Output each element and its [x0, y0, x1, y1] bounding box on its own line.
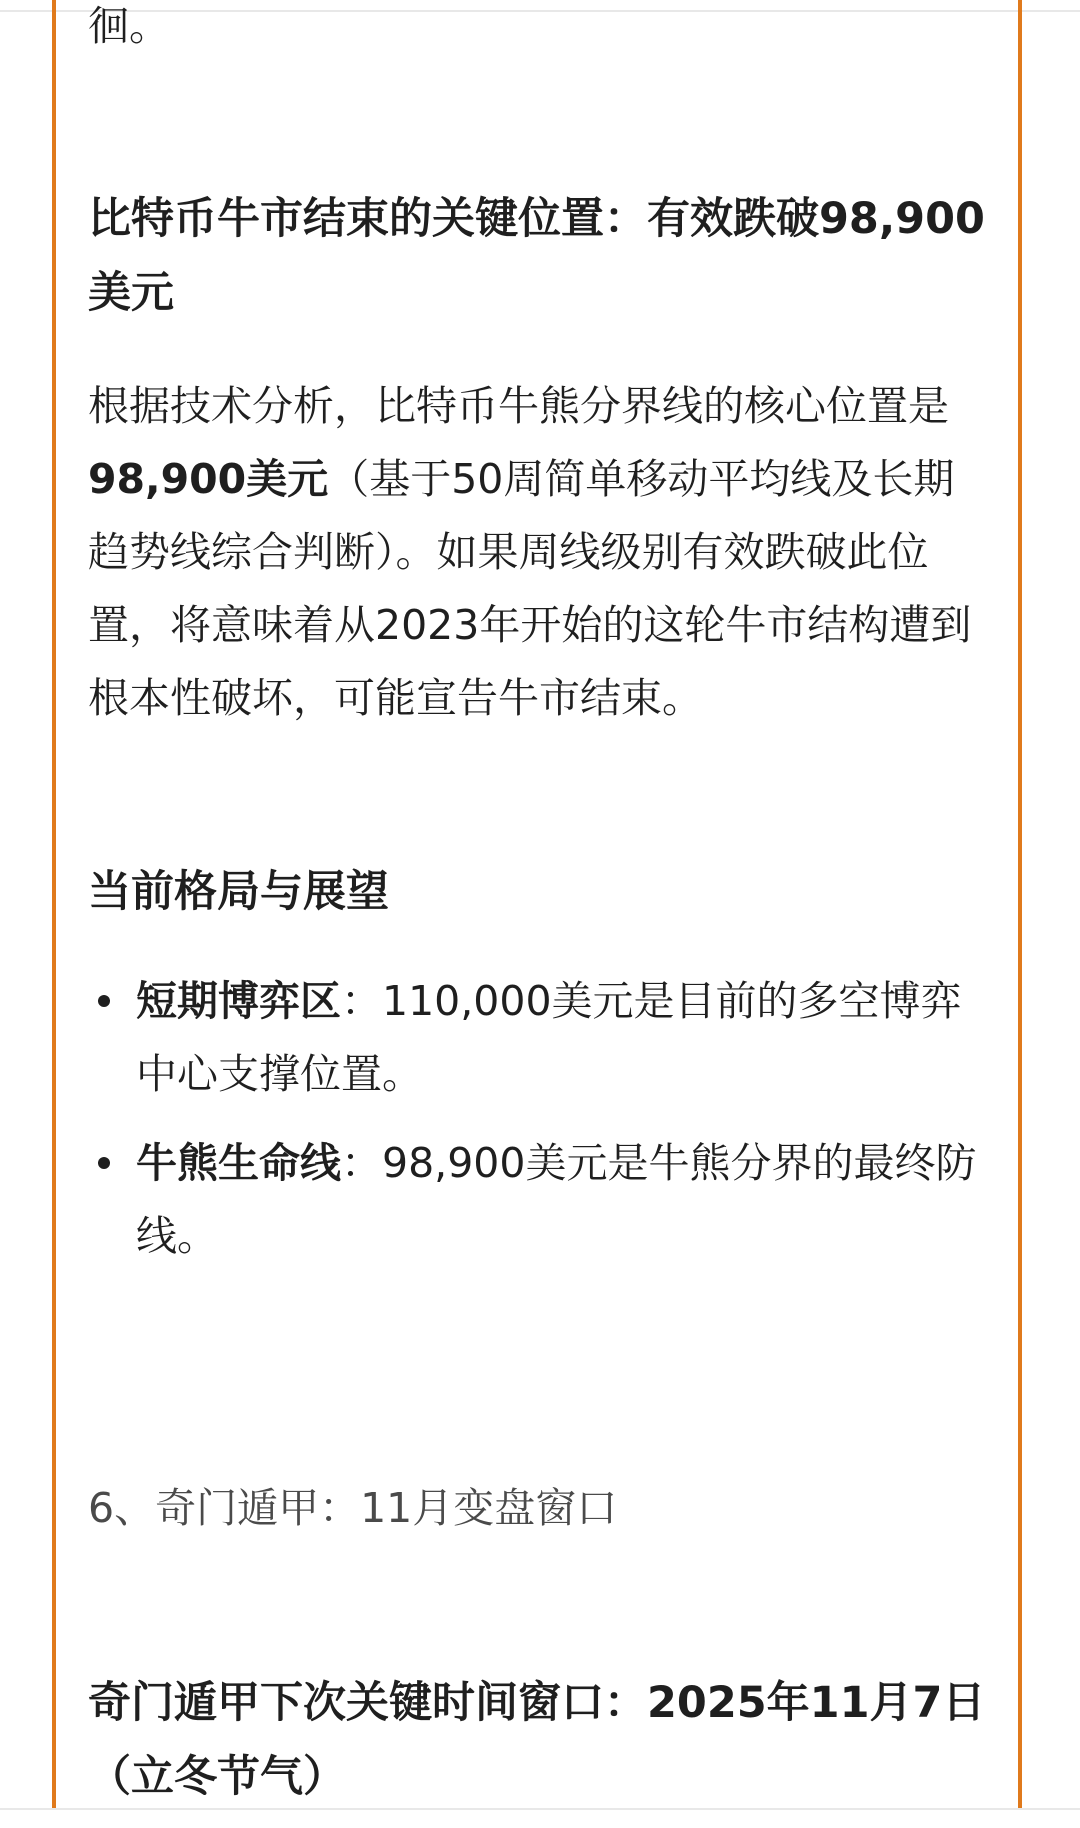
key-position-heading: 比特币牛市结束的关键位置：有效跌破98,900美元 [88, 194, 985, 318]
bullet-separator: ： [341, 1139, 382, 1187]
qimen-window-heading: 奇门遁甲下次关键时间窗口：2025年11月7日（立冬节气） [88, 1678, 986, 1802]
section-6-label: 6、奇门遁甲：11月变盘窗口 [88, 1484, 618, 1532]
analysis-paragraph [88, 370, 994, 735]
bullet-text: 98,900美元是牛熊分界的最终防线。 [136, 1139, 977, 1260]
outlook-list [88, 965, 994, 1289]
bullet-separator: ： [341, 977, 382, 1025]
list-item [88, 965, 994, 1111]
bullet-dot-icon [98, 995, 110, 1007]
analysis-prefix: 根据技术分析，比特币牛熊分界线的核心位置是 [88, 382, 949, 430]
analysis-suffix: （基于50周简单移动平均线及长期趋势线综合判断）。如果周线级别有效跌破此位置，将意味着从2023年开始的这轮牛市结构遭到根本性破坏，可能宣告牛市结束。 [88, 455, 972, 722]
previous-paragraph-tail: 徊。 [88, 2, 170, 50]
bullet-term: 牛熊生命线 [136, 1139, 341, 1187]
outlook-heading: 当前格局与展望 [88, 867, 389, 917]
bullet-text: 110,000美元是目前的多空博弈中心支撑位置。 [136, 977, 962, 1098]
analysis-emphasis: 98,900美元 [88, 455, 329, 503]
bullet-term: 短期博弈区 [136, 977, 341, 1025]
bottom-divider [0, 1808, 1080, 1810]
bullet-dot-icon [98, 1157, 110, 1169]
list-item [88, 1127, 994, 1273]
